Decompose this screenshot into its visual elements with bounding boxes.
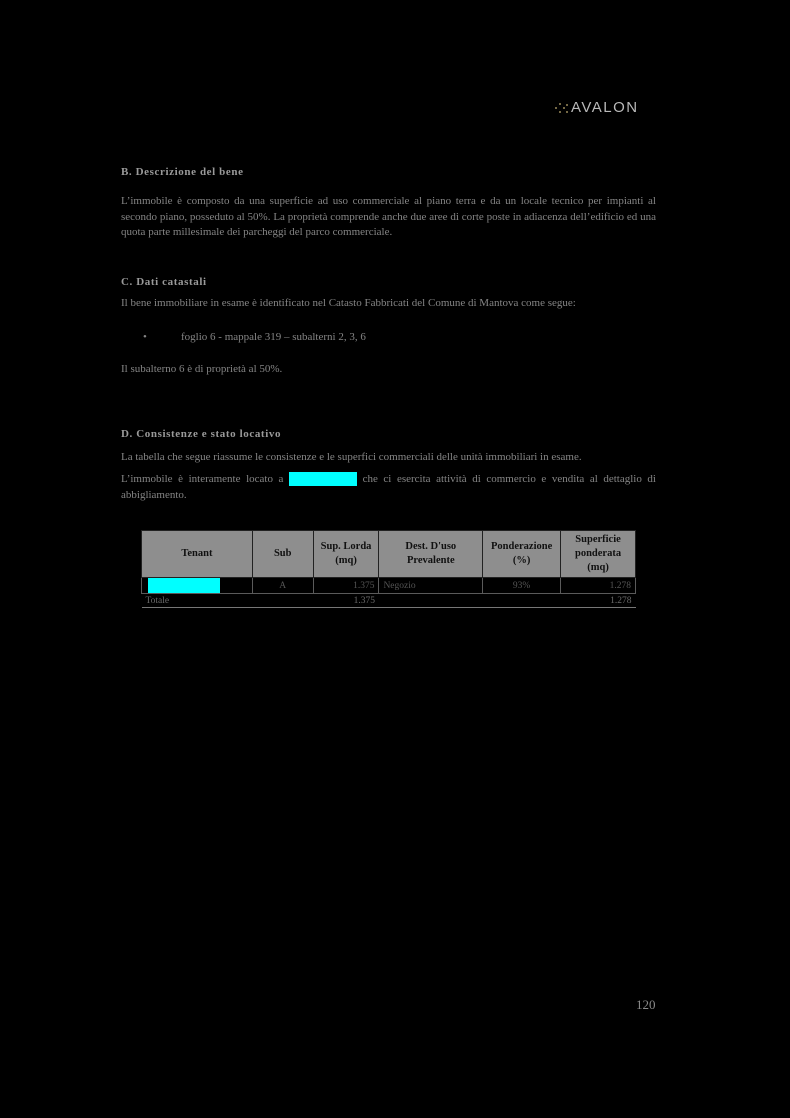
logo-mark-icon <box>553 101 569 115</box>
total-dest <box>379 594 483 608</box>
header-sub: Sub <box>252 531 313 578</box>
logo-text: AVALON <box>571 99 639 116</box>
table-total-row <box>142 594 636 608</box>
section-c-note: Il subalterno 6 è di proprietà al 50%. <box>121 363 283 375</box>
header-sup-ponderata: Superficie ponderata (mq) <box>561 531 636 578</box>
total-ponderazione <box>483 594 561 608</box>
cadastral-item-text: foglio 6 - mappale 319 – subalterni 2, 3, 6 <box>181 331 366 343</box>
cell-dest-uso: Negozio <box>379 578 483 594</box>
section-d-text1: La tabella che segue riassume le consistenze e le superfici commerciali delle unità immobiliari in esame. <box>121 451 582 463</box>
page-number: 120 <box>636 997 656 1012</box>
section-c-title: C. Dati catastali <box>121 276 207 288</box>
section-d-title: D. Consistenze e stato locativo <box>121 428 282 440</box>
total-sup-ponderata: 1.278 <box>561 594 636 608</box>
cell-ponderazione: 93% <box>483 578 561 594</box>
cadastral-list-item <box>143 331 366 343</box>
section-b-title: B. Descrizione del bene <box>121 166 244 178</box>
cell-tenant <box>142 578 253 594</box>
header-dest-uso: Dest. D'uso Prevalente <box>379 531 483 578</box>
avalon-logo <box>553 99 639 116</box>
table-header-row <box>142 531 636 578</box>
table-row <box>142 578 636 594</box>
section-b-text: L’immobile è composto da una superficie ad uso commerciale al piano terra e da un locale tecnico per impianti al secondo piano, posseduto al 50%. La proprietà comprende anche due aree di corte poste in adiacenza dell’edificio ed una quota parte millesimale dei parcheggi del parco commerciale. <box>121 195 656 238</box>
header-sup-lorda: Sup. Lorda (mq) <box>313 531 379 578</box>
cell-sup-ponderata: 1.278 <box>561 578 636 594</box>
bullet-icon: • <box>143 331 147 343</box>
section-d-text2-after: che ci esercita attività di commercio e vendita al dettaglio di abbigliamento. <box>121 473 656 501</box>
header-ponderazione: Ponderazione (%) <box>483 531 561 578</box>
section-d-text2 <box>121 472 656 503</box>
total-sup-lorda: 1.375 <box>313 594 379 608</box>
total-label: Totale <box>142 594 253 608</box>
tenant-redaction <box>148 578 220 593</box>
header-tenant: Tenant <box>142 531 253 578</box>
cell-sup-lorda: 1.375 <box>313 578 379 594</box>
section-d-text2-before: L’immobile è interamente locato a <box>121 473 289 485</box>
section-c-intro: Il bene immobiliare in esame è identificato nel Catasto Fabbricati del Comune di Mantova come segue: <box>121 297 576 309</box>
total-sub <box>252 594 313 608</box>
redaction-block <box>289 472 357 486</box>
cell-sub: A <box>252 578 313 594</box>
consistency-table <box>141 530 636 608</box>
